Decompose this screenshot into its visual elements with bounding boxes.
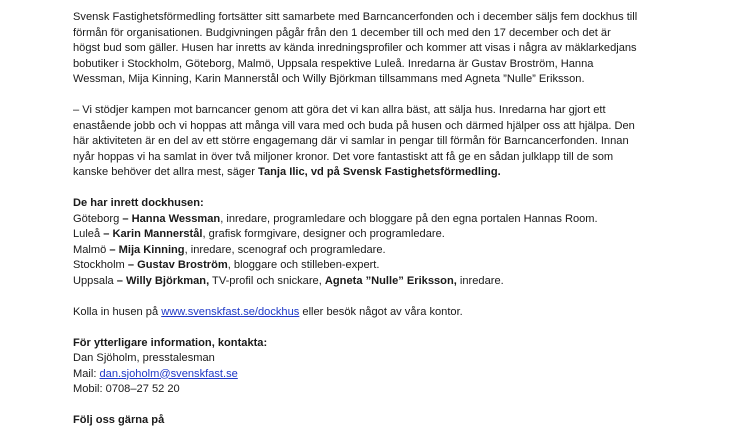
designers-heading: De har inrett dockhusen: bbox=[73, 197, 204, 209]
press-release-body bbox=[73, 10, 683, 429]
mail-link[interactable]: dan.sjoholm@svenskfast.se bbox=[99, 367, 238, 380]
quote-line: nyår hoppas vi ha samlat in över två miljoner kronor. Det vore fantastiskt att få ge en sådan julklapp till de som bbox=[73, 150, 614, 163]
quote-last-line: kanske behöver det allra mest, säger bbox=[73, 166, 258, 178]
visit-line: Kolla in husen på www.svenskfast.se/dockhus eller besök något av våra kontor. bbox=[73, 305, 463, 318]
intro-line: högst bud som gäller. Husen har inretts av kända inredningsprofiler och kommer att visas i några av mäklarkedjans bbox=[73, 42, 637, 54]
designers-section bbox=[73, 196, 683, 289]
contact-name: Dan Sjöholm, presstalesman bbox=[73, 352, 215, 364]
designer-name: Karin Mannerstål bbox=[112, 228, 203, 240]
contact-heading: För ytterligare information, kontakta: bbox=[73, 336, 268, 349]
designer-row-malmo: Malmö – Mija Kinning, inredare, scenograf och programledare. bbox=[73, 243, 386, 256]
contact-mail: Mail: dan.sjoholm@svenskfast.se bbox=[73, 367, 238, 380]
designer-row-uppsala: Uppsala – Willy Björkman, TV-profil och snickare, Agneta ”Nulle” Eriksson, inredare. bbox=[73, 274, 504, 287]
quote-paragraph bbox=[73, 103, 683, 181]
quote-line: här aktiviteten är en del av ett större engagemang där vi samlar in pengar till förmån för Barncancerfonden. Innan bbox=[73, 135, 629, 147]
intro-line: bobutiker i Stockholm, Göteborg, Malmö, Uppsala respektive Luleå. Inredarna är Gustav Broström, Hanna bbox=[73, 57, 594, 70]
dockhus-link[interactable]: www.svenskfast.se/dockhus bbox=[161, 305, 300, 318]
contact-section bbox=[73, 336, 683, 398]
designer-name: Mija Kinning bbox=[118, 243, 185, 256]
designer-row-goteborg: Göteborg – Hanna Wessman, inredare, programledare och bloggare på den egna portalen Hannas Room. bbox=[73, 212, 598, 225]
designer-name: Willy Björkman, bbox=[126, 274, 210, 287]
intro-line: förmån för organisationen. Budgivningen pågår från den 1 december till och med den 17 december och det är bbox=[73, 26, 611, 39]
quote-line: enastående jobb och vi hoppas att många vill vara med och buda på husen och därmed hjälper oss att hjälpa. Den bbox=[73, 119, 635, 132]
designer-name: Hanna Wessman bbox=[131, 212, 221, 225]
intro-paragraph bbox=[73, 10, 683, 88]
designer-name: Agneta ”Nulle” Eriksson, bbox=[324, 274, 457, 287]
quote-line: – Vi stödjer kampen mot barncancer genom att göra det vi kan allra bäst, att sälja hus. Inredarna har gjort ett bbox=[73, 104, 606, 116]
contact-mobile: Mobil: 0708–27 52 20 bbox=[73, 383, 180, 395]
intro-line: Wessman, Mija Kinning, Karin Mannerstål och Willy Björkman tillsammans med Agneta ”Nulle” Eriksson. bbox=[73, 73, 585, 85]
quote-speaker: Tanja Ilic, vd på Svensk Fastighetsförmedling. bbox=[258, 166, 501, 178]
follow-heading: Följ oss gärna på bbox=[73, 414, 165, 426]
quote-line bbox=[73, 165, 683, 181]
designer-name: Gustav Broström bbox=[137, 259, 228, 271]
designer-row-stockholm: Stockholm – Gustav Broström, bloggare och stilleben-expert. bbox=[73, 259, 380, 271]
intro-line: Svensk Fastighetsförmedling fortsätter sitt samarbete med Barncancerfonden och i december säljs fem dockhus till bbox=[73, 11, 638, 23]
designer-row-lulea: Luleå – Karin Mannerstål, grafisk formgivare, designer och programledare. bbox=[73, 228, 445, 240]
